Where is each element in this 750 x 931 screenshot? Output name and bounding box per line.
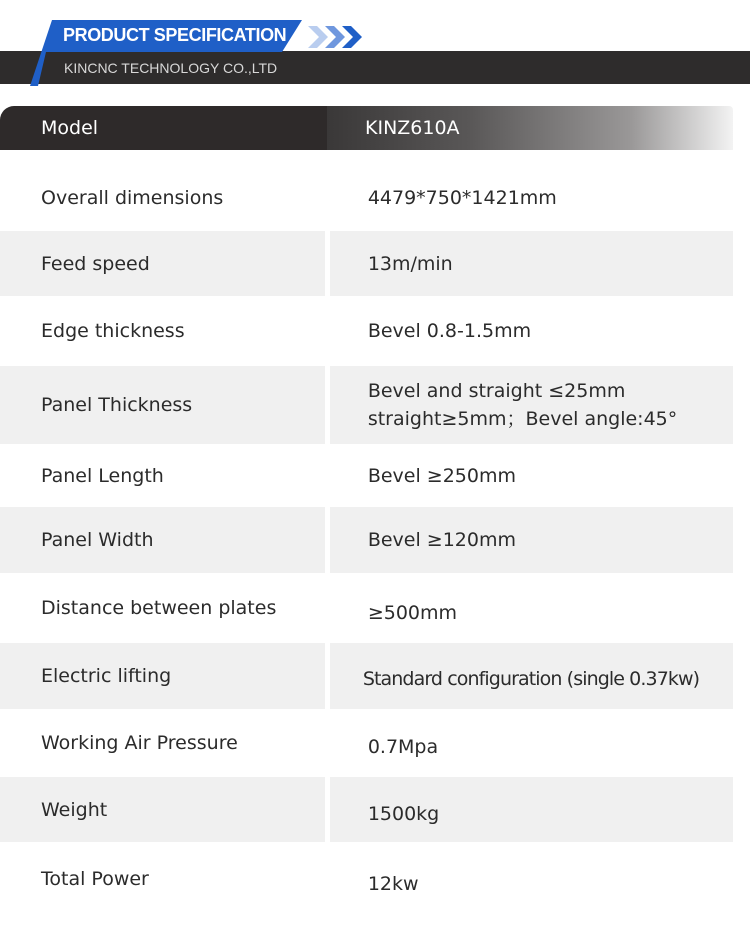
row-label: Weight — [0, 777, 325, 842]
row-value: 1500kg — [330, 777, 733, 842]
row-value: 13m/min — [330, 231, 733, 296]
triple-chevron-icon — [308, 26, 368, 48]
row-label: Working Air Pressure — [41, 732, 238, 754]
row-value: Bevel ≥120mm — [330, 507, 733, 573]
header-title: PRODUCT SPECIFICATION — [63, 25, 287, 45]
header-company: KINCNC TECHNOLOGY CO.,LTD — [64, 60, 278, 76]
table-row — [0, 842, 733, 916]
table-row — [0, 573, 733, 643]
table-row — [0, 150, 733, 231]
spec-table — [0, 106, 733, 916]
table-row — [0, 709, 733, 777]
row-value: 12kw — [367, 873, 419, 895]
spec-header — [0, 0, 750, 100]
row-value: Standard configuration (single 0.37kw) — [330, 643, 733, 709]
table-row — [0, 296, 733, 366]
row-value-multiline — [330, 366, 733, 444]
table-row — [0, 444, 733, 507]
row-label: Panel Thickness — [0, 366, 325, 444]
row-label: Panel Width — [0, 507, 325, 573]
model-value: KINZ610A — [327, 106, 733, 150]
row-value: ≥500mm — [367, 602, 458, 624]
row-value: 4479*750*1421mm — [367, 186, 557, 209]
row-label: Feed speed — [0, 231, 325, 296]
table-row — [0, 643, 733, 709]
row-label: Overall dimensions — [41, 186, 224, 209]
table-row — [0, 507, 733, 573]
row-value: Bevel 0.8-1.5mm — [367, 320, 532, 342]
row-value-line1: Bevel and straight ≤25mm — [367, 380, 626, 402]
table-row — [0, 777, 733, 842]
row-value: Bevel ≥250mm — [367, 464, 516, 487]
table-row — [0, 366, 733, 444]
row-label: Edge thickness — [41, 320, 185, 342]
table-header-row — [0, 106, 733, 150]
row-label: Electric lifting — [0, 643, 325, 709]
table-row — [0, 231, 733, 296]
row-label: Distance between plates — [41, 597, 277, 619]
row-value: 0.7Mpa — [367, 736, 439, 758]
row-label: Total Power — [41, 868, 149, 890]
row-value-line2: straight≥5mm；Bevel angle:45° — [367, 408, 678, 430]
row-label: Panel Length — [41, 464, 164, 487]
model-label: Model — [0, 106, 327, 150]
